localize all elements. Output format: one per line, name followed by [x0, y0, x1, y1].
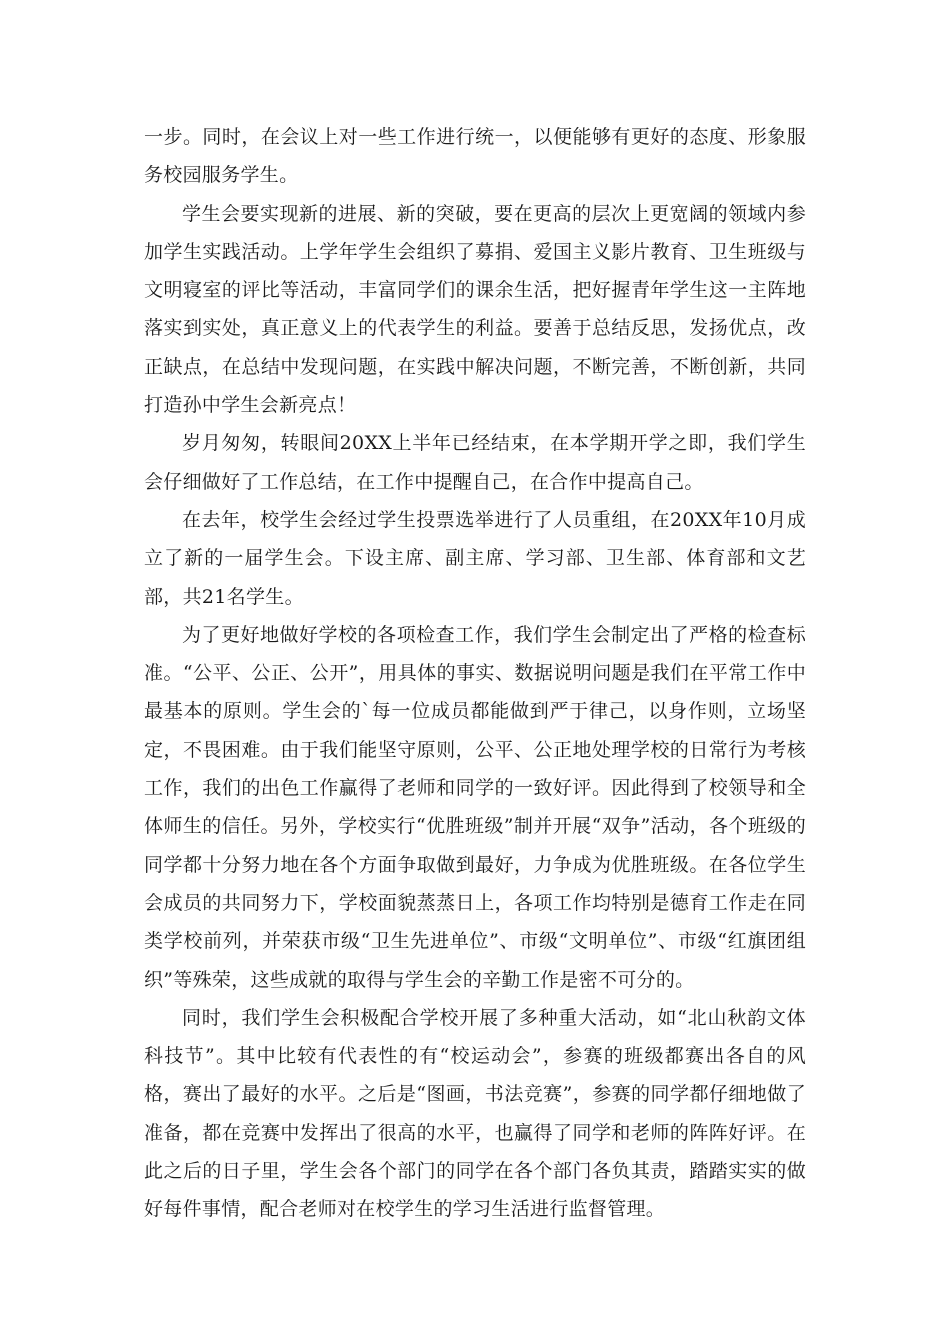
- paragraph-practice-activities: 学生会要实现新的进展、新的突破，要在更高的层次上更宽阔的领域内参加学生实践活动。上学年学生会组织了募捐、爱国主义影片教育、卫生班级与文明寝室的评比等活动，丰富同学们的课余生活，把好握青年学生这一主阵地落实到实处，真正意义上的代表学生的利益。要善于总结反思，发扬优点，改正缺点，在总结中发现问题，在实践中解决问题，不断完善，不断创新，共同打造孙中学生会新亮点！: [144, 202, 806, 417]
- document-body: [144, 118, 806, 1229]
- paragraph-inspection-standards: 为了更好地做好学校的各项检查工作，我们学生会制定出了严格的检查标准。“公平、公正、公开”，用具体的事实、数据说明问题是我们在平常工作中最基本的原则。学生会的`每一位成员都能做到严于律己，以身作则，立场坚定，不畏困难。由于我们能坚守原则，公平、公正地处理学校的日常行为考核工作，我们的出色工作赢得了老师和同学的一致好评。因此得到了校领导和全体师生的信任。另外，学校实行“优胜班级”制并开展“双争”活动，各个班级的同学都十分努力地在各个方面争取做到最好，力争成为优胜班级。在各位学生会成员的共同努力下，学校面貌蒸蒸日上，各项工作均特别是德育工作走在同类学校前列，并荣获市级“卫生先进单位”、市级“文明单位”、市级“红旗团组织”等殊荣，这些成就的取得与学生会的辛勤工作是密不可分的。: [144, 623, 806, 991]
- paragraph-school-activities: 同时，我们学生会积极配合学校开展了多种重大活动，如“北山秋韵文体科技节”。其中比较有代表性的有“校运动会”，参赛的班级都赛出各自的风格，赛出了最好的水平。之后是“图画，书法竞赛”，参赛的同学都仔细地做了准备，都在竞赛中发挥出了很高的水平，也赢得了同学和老师的阵阵好评。在此之后的日子里，学生会各个部门的同学在各个部门各负其责，踏踏实实的做好每件事情，配合老师对在校学生的学习生活进行监督管理。: [144, 1006, 806, 1221]
- paragraph-continuation: 一步。同时，在会议上对一些工作进行统一，以便能够有更好的态度、形象服务校园服务学生。: [144, 126, 806, 187]
- paragraph-reorganization: 在去年，校学生会经过学生投票选举进行了人员重组，在20XX年10月成立了新的一届学生会。下设主席、副主席、学习部、卫生部、体育部和文艺部，共21名学生。: [144, 508, 806, 608]
- paragraph-semester-summary: 岁月匆匆，转眼间20XX上半年已经结束，在本学期开学之即，我们学生会仔细做好了工作总结，在工作中提醒自己，在合作中提高自己。: [144, 432, 806, 493]
